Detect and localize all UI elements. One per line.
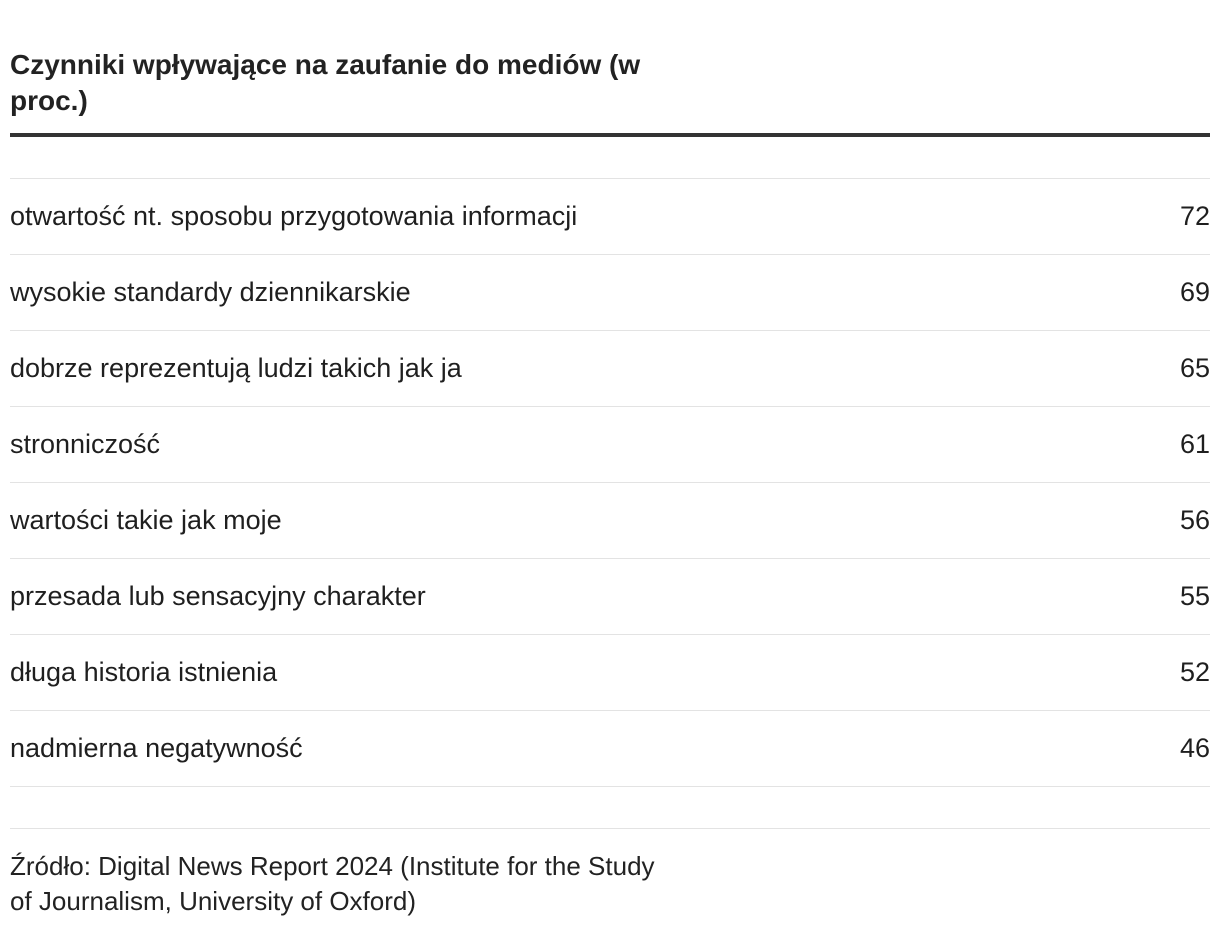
- row-label: wartości takie jak moje: [10, 505, 282, 535]
- row-label: stronniczość: [10, 429, 161, 459]
- data-table: [10, 178, 1210, 787]
- footer-divider: [10, 828, 1210, 829]
- row-label: nadmierna negatywność: [10, 733, 303, 763]
- table-row: [10, 255, 1210, 331]
- table-row: [10, 559, 1210, 635]
- row-value: 72: [1179, 201, 1210, 231]
- table-row: [10, 407, 1210, 483]
- row-value: 52: [1179, 657, 1210, 687]
- table-row: [10, 711, 1210, 787]
- row-label: dobrze reprezentują ludzi takich jak ja: [10, 353, 462, 383]
- row-value: 56: [1179, 505, 1210, 535]
- row-value: 61: [1179, 429, 1210, 459]
- chart-title: Czynniki wpływające na zaufanie do mediów (w proc.): [10, 49, 641, 116]
- table-row: [10, 179, 1210, 255]
- row-value: 55: [1179, 581, 1210, 611]
- row-value: 46: [1179, 733, 1210, 763]
- row-value: 69: [1179, 277, 1210, 307]
- row-label: otwartość nt. sposobu przygotowania informacji: [10, 201, 578, 231]
- row-label: długa historia istnienia: [10, 657, 278, 687]
- row-label: przesada lub sensacyjny charakter: [10, 581, 426, 611]
- title-divider: [10, 133, 1210, 137]
- table-row: [10, 331, 1210, 407]
- source-note: Źródło: Digital News Report 2024 (Institute for the Study of Journalism, University of Oxford): [10, 851, 655, 916]
- table-row: [10, 483, 1210, 559]
- table-row: [10, 635, 1210, 711]
- row-value: 65: [1179, 353, 1210, 383]
- row-label: wysokie standardy dziennikarskie: [10, 277, 411, 307]
